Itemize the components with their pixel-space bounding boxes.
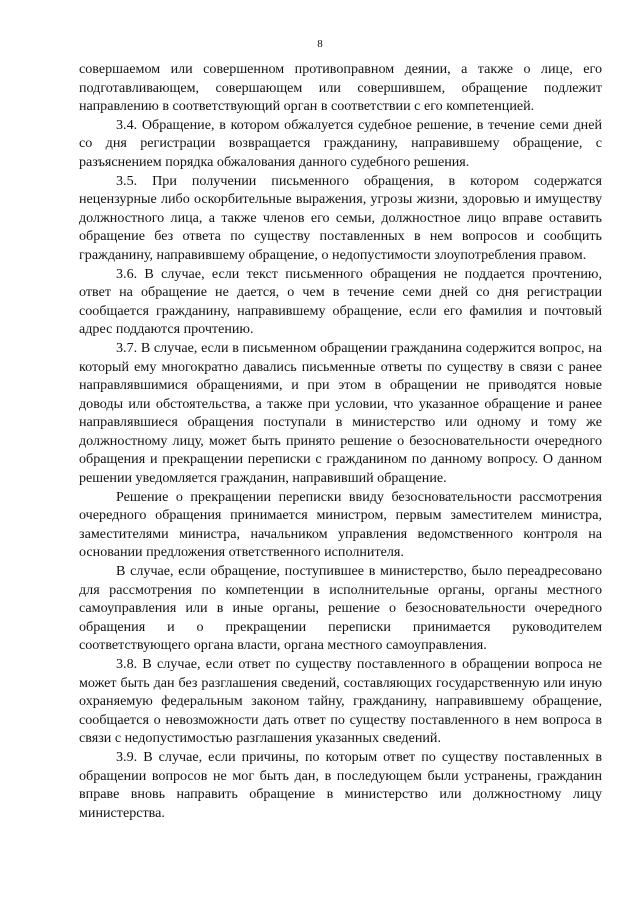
document-body bbox=[79, 60, 602, 822]
paragraph-3-5: 3.5. При получении письменного обращения, в котором содержатся нецензурные либо оскорбительные выражения, угрозы жизни, здоровью и имуществу должностного лица, а также членов его семьи, должностное лицо вправе оставить обращение без ответа по существу поставленных в нем вопросов и сообщить гражданину, направившему обращение, о недопустимости злоупотребления правом. bbox=[79, 172, 602, 263]
page-number: 8 bbox=[317, 38, 323, 50]
paragraph-3-9: 3.9. В случае, если причины, по которым ответ по существу поставленных в обращении вопросов не мог быть дан, в последующем были устранены, гражданин вправе вновь направить обращение в министерство или должностному лицу министерства. bbox=[79, 748, 602, 821]
paragraph-3-4: 3.4. Обращение, в котором обжалуется судебное решение, в течение семи дней со дня регистрации возвращается гражданину, направившему обращение, с разъяснением порядка обжалования данного судебного решения. bbox=[79, 116, 602, 170]
paragraph-decision-redirected: В случае, если обращение, поступившее в министерство, было переадресовано для рассмотрения по компетенции в исполнительные органы, органы местного самоуправления или в иные органы, решение о безосновательности очередного обращения и о прекращении переписки принимается руководителем соответствующего органа власти, органа местного самоуправления. bbox=[79, 563, 602, 654]
paragraph-3-6: 3.6. В случае, если текст письменного обращения не поддается прочтению, ответ на обращение не дается, о чем в течение семи дней со дня регистрации сообщается гражданину, направившему обращение, если его фамилия и почтовый адрес поддаются прочтению. bbox=[79, 265, 602, 338]
paragraph-continuation: совершаемом или совершенном противоправном деянии, а также о лице, его подготавливающем, совершающем или совершившем, обращение подлежит направлению в соответствующий орган в соответствии с его компетенцией. bbox=[79, 61, 602, 115]
paragraph-3-7: 3.7. В случае, если в письменном обращении гражданина содержится вопрос, на который ему многократно давались письменные ответы по существу в связи с ранее направлявшимися обращениями, и при этом в обращении не приводятся новые доводы или обстоятельства, а также при условии, что указанное обращение и ранее направлявшиеся обращения поступали в министерство или одному и тому же должностному лицу, может быть принято решение о безосновательности очередного обращения и прекращении переписки с гражданином по данному вопросу. О данном решении уведомляется гражданин, направивший обращение. bbox=[79, 339, 602, 487]
paragraph-decision-minister: Решение о прекращении переписки ввиду безосновательности рассмотрения очередного обращения принимается министром, первым заместителем министра, заместителями министра, начальником управления ведомственного контроля на основании предложения ответственного исполнителя. bbox=[79, 488, 602, 561]
paragraph-3-8: 3.8. В случае, если ответ по существу поставленного в обращении вопроса не может быть дан без разглашения сведений, составляющих государственную или иную охраняемую федеральным законом тайну, гражданину, направившему обращение, сообщается о невозможности дать ответ по существу поставленного в нем вопроса в связи с недопустимостью разглашения указанных сведений. bbox=[79, 656, 602, 747]
